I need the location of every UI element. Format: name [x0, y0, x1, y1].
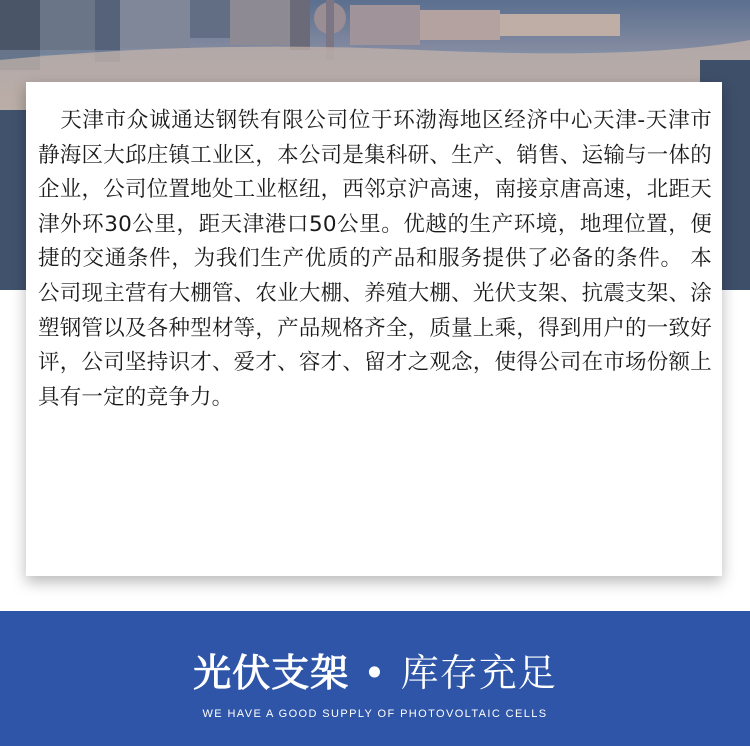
banner-title-strong: 光伏支架	[193, 651, 350, 695]
banner-separator: •	[363, 651, 387, 695]
company-intro-card	[26, 82, 722, 576]
company-intro-text: 天津市众诚通达钢铁有限公司位于环渤海地区经济中心天津-天津市静海区大邱庄镇工业区，本公司是集科研、生产、销售、运输与一体的企业，公司位置地处工业枢纽，西邻京沪高速，南接京唐高速，北距天津外环30公里，距天津港口50公里。优越的生产环境，地理位置，便捷的交通条件，为我们生产优质的产品和服务提供了必备的条件。 本公司现主营有大棚管、农业大棚、养殖大棚、光伏支架、抗震支架、涂塑钢管以及各种型材等，产品规格齐全，质量上乘，得到用户的一致好评，公司坚持识才、爱才、容才、留才之观念，使得公司在市场份额上具有一定的竞争力。	[38, 108, 712, 410]
product-banner	[0, 611, 750, 746]
banner-title	[0, 651, 750, 695]
banner-title-light: 库存充足	[400, 651, 557, 695]
banner-subtitle: WE HAVE A GOOD SUPPLY OF PHOTOVOLTAIC CELLS	[202, 708, 548, 720]
